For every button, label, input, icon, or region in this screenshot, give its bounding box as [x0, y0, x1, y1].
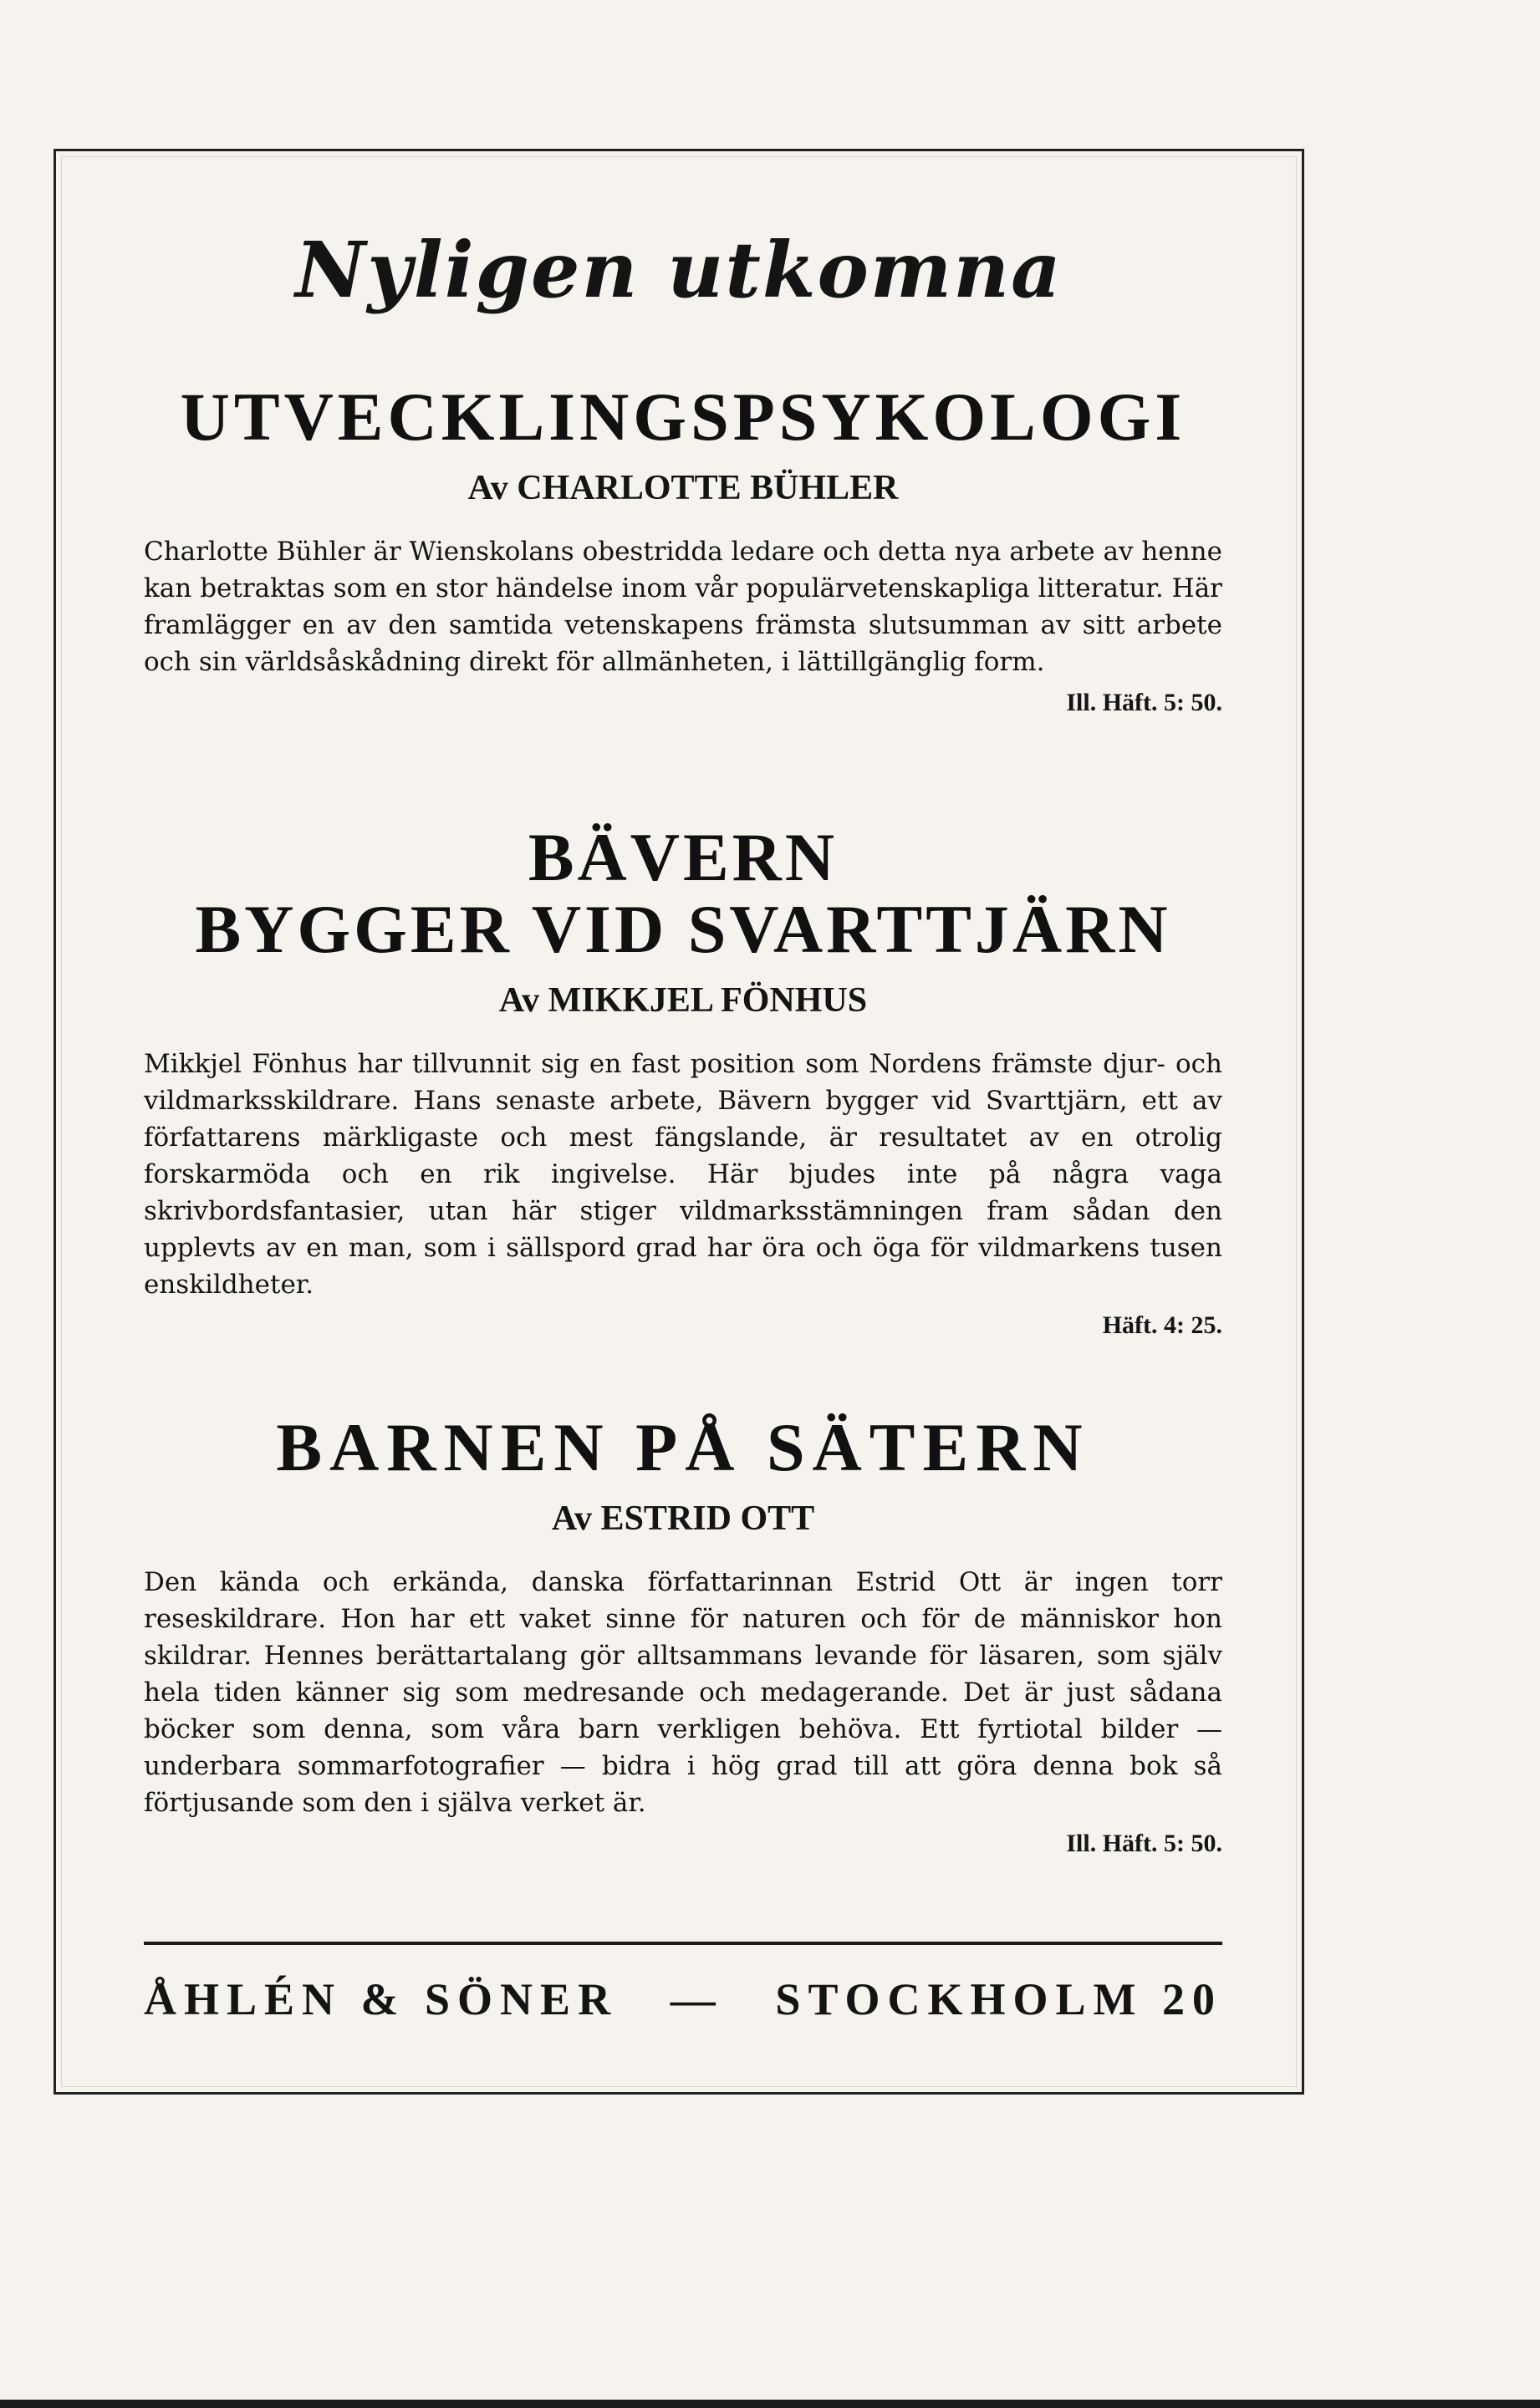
book-title [144, 381, 1222, 453]
book-title [144, 819, 1222, 968]
book-author: Av MIKKJEL FÖNHUS [498, 981, 868, 1021]
page-bottom-edge [0, 2400, 1540, 2408]
advertisement-frame [54, 149, 1304, 2095]
book-author: Av CHARLOTTE BÜHLER [467, 469, 899, 508]
book-section [144, 819, 1222, 1340]
book-description: Charlotte Bühler är Wienskolans obestridda ledare och detta nya arbete av henne kan betraktas som en stor händelse inom vår populärvetenskapliga litteratur. Här framlägger en av den samtida vetenskapens främsta slutsumman av sitt arbete och sin världsåskådning direkt för allmänheten, i lättillgänglig form. [144, 537, 1222, 678]
publisher-footer [144, 1973, 1222, 2025]
page-heading: Nyligen utkomna [295, 225, 1063, 315]
book-title-line: BÄVERN [528, 819, 839, 895]
book-description: Den kända och erkända, danska författarinnan Estrid Ott är ingen torr reseskildrare. Hon har ett vaket sinne för naturen och för de människor hon skildrar. Hennes berättartalang gör alltsammans levande för läsaren, som själv hela tiden känner sig som medresande och medagerande. Det är just sådana böcker som denna, som våra barn verkligen behöva. Ett fyrtiotal bilder — underbara sommarfotografier — bidra i hög grad till att göra denna bok så förtjusande som den i själva verket är. [144, 1567, 1222, 1819]
publisher-name: ÅHLÉN & SÖNER [144, 1974, 619, 2024]
book-price: Ill. Häft. 5: 50. [1066, 1830, 1222, 1858]
book-section [144, 1409, 1222, 1858]
footer-divider [144, 1942, 1222, 1945]
book-description: Mikkjel Fönhus har tillvunnit sig en fast position som Nordens främste djur- och vildmarksskildrare. Hans senaste arbete, Bävern bygger vid Svarttjärn, ett av författarens märkligaste och mest fängslande, är resultatet av en otrolig forskarmöda och en rik ingivelse. Här bjudes inte på några vaga skrivbordsfantasier, utan här stiger vildmarksstämningen fram sådan den upplevts av en man, som i sällspord grad har öra och öga för vildmarkens tusen enskildheter. [144, 1049, 1222, 1301]
book-title-line: UTVECKLINGSPSYKOLOGI [180, 379, 1186, 455]
footer-dash: — [670, 1974, 723, 2024]
publisher-city: STOCKHOLM 20 [775, 1974, 1222, 2024]
book-price: Häft. 4: 25. [1102, 1311, 1222, 1340]
book-author: Av ESTRID OTT [551, 1499, 815, 1539]
book-price: Ill. Häft. 5: 50. [1066, 689, 1222, 717]
book-title-line: BYGGER VID SVARTTJÄRN [195, 891, 1171, 968]
book-title [144, 1409, 1222, 1485]
book-section [144, 381, 1222, 717]
book-title-line: BARNEN PÅ SÄTERN [276, 1409, 1090, 1485]
